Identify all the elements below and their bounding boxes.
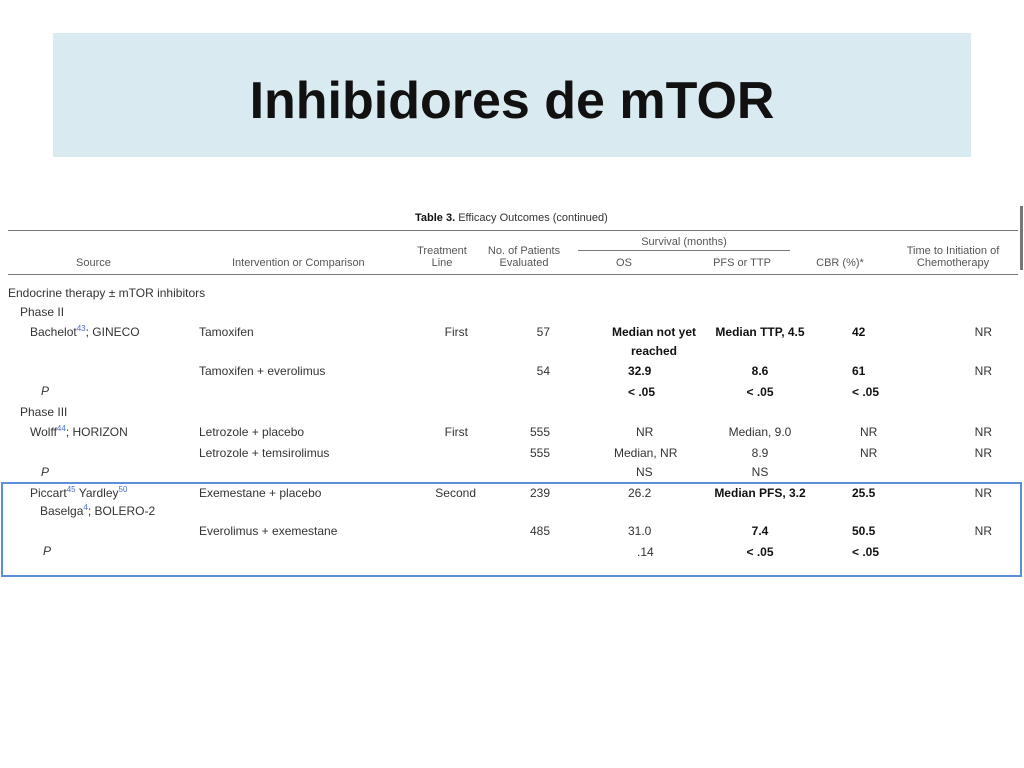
os-letrozole-temsirolimus: Median, NR bbox=[614, 446, 678, 460]
source-baselga-ref: 4 bbox=[83, 503, 88, 512]
phase-ii-heading: Phase II bbox=[20, 305, 65, 319]
header-time-1: Time to Initiation of bbox=[906, 245, 1000, 257]
p-pfs-horizon: NS bbox=[751, 465, 769, 479]
line-letrozole-placebo: First bbox=[444, 425, 468, 439]
p-pfs-phase2: < .05 bbox=[746, 385, 774, 399]
table-edge-rule bbox=[1020, 206, 1023, 270]
header-cbr: CBR (%)* bbox=[816, 257, 864, 269]
p-label-phase2: P bbox=[41, 384, 50, 398]
table-caption-number: Table 3. bbox=[415, 212, 456, 224]
cbr-tamoxifen: 42 bbox=[852, 325, 866, 339]
source-piccart-yardley bbox=[30, 486, 127, 500]
p-pfs-bolero: < .05 bbox=[746, 545, 774, 559]
n-tamoxifen-everolimus: 54 bbox=[536, 364, 550, 378]
header-patients-2: Evaluated bbox=[499, 257, 549, 269]
os-everolimus-exemestane: 31.0 bbox=[628, 524, 652, 538]
source-bachelot-rest: ; GINECO bbox=[85, 325, 140, 339]
intervention-letrozole-placebo: Letrozole + placebo bbox=[199, 425, 305, 439]
intervention-tamoxifen: Tamoxifen bbox=[199, 325, 254, 339]
phase-iii-heading: Phase III bbox=[20, 405, 68, 419]
n-exemestane-placebo: 239 bbox=[529, 486, 550, 500]
os-exemestane-placebo: 26.2 bbox=[628, 486, 652, 500]
time-tamoxifen-everolimus: NR bbox=[974, 364, 992, 378]
source-bachelot-ref: 43 bbox=[76, 324, 86, 333]
time-letrozole-placebo: NR bbox=[974, 425, 992, 439]
pfs-tamoxifen-everolimus: 8.6 bbox=[751, 364, 769, 378]
source-yardley-ref: 50 bbox=[118, 485, 128, 494]
os-tamoxifen-everolimus: 32.9 bbox=[628, 364, 652, 378]
source-piccart-name: Piccart bbox=[30, 486, 67, 500]
cbr-letrozole-placebo: NR bbox=[860, 425, 878, 439]
header-treatment-line-1: Treatment bbox=[417, 245, 467, 257]
cbr-letrozole-temsirolimus: NR bbox=[860, 446, 878, 460]
source-baselga-name: Baselga bbox=[40, 504, 84, 518]
source-bachelot-name: Bachelot bbox=[30, 325, 77, 339]
intervention-letrozole-temsirolimus: Letrozole + temsirolimus bbox=[199, 446, 330, 460]
p-cbr-phase2: < .05 bbox=[852, 385, 880, 399]
time-letrozole-temsirolimus: NR bbox=[974, 446, 992, 460]
page-title: Inhibidores de mTOR bbox=[249, 72, 775, 130]
pfs-everolimus-exemestane: 7.4 bbox=[751, 524, 769, 538]
source-baselga-rest: ; BOLERO-2 bbox=[87, 504, 156, 518]
source-baselga bbox=[40, 504, 155, 518]
source-wolff-ref: 44 bbox=[56, 424, 66, 433]
pfs-exemestane-placebo: Median PFS, 3.2 bbox=[714, 486, 806, 500]
time-tamoxifen: NR bbox=[974, 325, 992, 339]
intervention-exemestane-placebo: Exemestane + placebo bbox=[199, 486, 322, 500]
source-bachelot bbox=[30, 325, 140, 339]
n-letrozole-placebo: 555 bbox=[529, 425, 550, 439]
header-patients-1: No. of Patients bbox=[487, 245, 561, 257]
p-cbr-bolero: < .05 bbox=[852, 545, 880, 559]
header-pfs: PFS or TTP bbox=[713, 257, 771, 269]
n-tamoxifen: 57 bbox=[536, 325, 550, 339]
source-wolff-rest: ; HORIZON bbox=[65, 425, 128, 439]
pfs-letrozole-temsirolimus: 8.9 bbox=[751, 446, 769, 460]
efficacy-table bbox=[0, 200, 1024, 580]
cbr-tamoxifen-everolimus: 61 bbox=[852, 364, 866, 378]
header-time-2: Chemotherapy bbox=[916, 257, 990, 269]
table-caption bbox=[415, 212, 608, 224]
header-source: Source bbox=[76, 257, 111, 269]
title-banner bbox=[53, 33, 971, 157]
intervention-tamoxifen-everolimus: Tamoxifen + everolimus bbox=[199, 364, 326, 378]
cbr-exemestane-placebo: 25.5 bbox=[852, 486, 876, 500]
intervention-everolimus-exemestane: Everolimus + exemestane bbox=[199, 524, 338, 538]
source-wolff bbox=[30, 425, 128, 439]
p-os-bolero: .14 bbox=[637, 545, 654, 559]
header-os: OS bbox=[616, 257, 632, 269]
os-letrozole-placebo: NR bbox=[636, 425, 654, 439]
survival-rule bbox=[578, 250, 790, 251]
line-tamoxifen: First bbox=[444, 325, 468, 339]
source-piccart-ref: 45 bbox=[66, 485, 76, 494]
os-tamoxifen-1: Median not yet bbox=[611, 325, 696, 339]
time-exemestane-placebo: NR bbox=[974, 486, 992, 500]
top-rule bbox=[8, 230, 1018, 231]
p-label-bolero: P bbox=[43, 544, 52, 558]
p-os-horizon: NS bbox=[636, 465, 653, 479]
line-exemestane-placebo: Second bbox=[435, 486, 476, 500]
table-caption-text: Efficacy Outcomes (continued) bbox=[458, 212, 608, 224]
n-letrozole-temsirolimus: 555 bbox=[529, 446, 550, 460]
header-rule bbox=[8, 274, 1018, 275]
source-wolff-name: Wolff bbox=[30, 425, 57, 439]
header-treatment-line-2: Line bbox=[431, 257, 453, 269]
p-os-phase2: < .05 bbox=[628, 385, 656, 399]
cbr-everolimus-exemestane: 50.5 bbox=[852, 524, 876, 538]
n-everolimus-exemestane: 485 bbox=[529, 524, 550, 538]
p-label-horizon: P bbox=[41, 465, 50, 479]
time-everolimus-exemestane: NR bbox=[974, 524, 992, 538]
header-intervention: Intervention or Comparison bbox=[232, 257, 365, 269]
header-survival: Survival (months) bbox=[641, 236, 727, 248]
section-heading: Endocrine therapy ± mTOR inhibitors bbox=[8, 286, 206, 300]
pfs-tamoxifen: Median TTP, 4.5 bbox=[715, 325, 805, 339]
source-yardley-name: Yardley bbox=[75, 486, 119, 500]
os-tamoxifen-2: reached bbox=[630, 344, 678, 358]
pfs-letrozole-placebo: Median, 9.0 bbox=[728, 425, 792, 439]
